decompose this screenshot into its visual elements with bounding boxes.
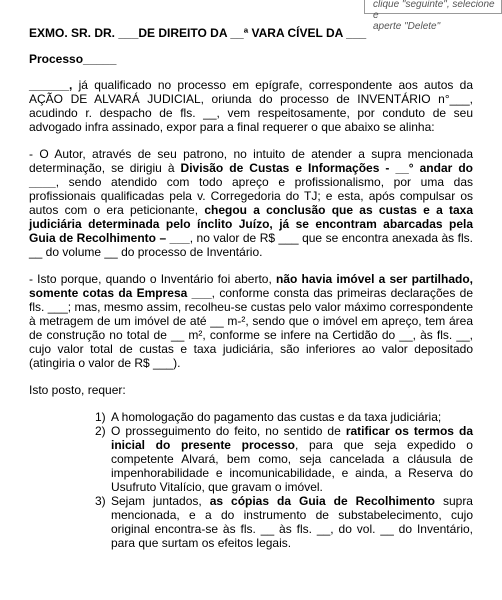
request-list [29, 410, 473, 550]
tooltip-line-2: aperte "Delete" [373, 21, 441, 32]
inventario-text-2: , conforme consta das primeiras declarações de fls. ___; mas, mesmo assim, recolheu-se custas pelo valor máximo correspondente à metragem de um imóvel de até __ m-², sendo que o imóvel em apreço, tem área de construção no total de __ m², conforme se infere na Certidão do __, às fls. __, cujo valor total de custas e taxa judiciária, são inferiores ao valor depositado (atingiria o valor de R$ ___). [29, 286, 473, 370]
intro-text: já qualificado no processo em epígrafe, correspondente aos autos da AÇÃO DE ALVARÁ JUDICIAL, oriunda do processo de INVENTÁRIO n°___, acudindo r. despacho de fls. __, vem respeitosamente, por conduto de seu advogado infra assinado, expor para a final requerer o que abaixo se alinha: [29, 78, 473, 134]
tooltip-hint [364, 0, 502, 32]
document-body [29, 26, 473, 550]
intro-paragraph [29, 78, 473, 134]
custas-text-1: - O Autor, através de seu patrono, no intuito de atender a supra mencionada determinação, se dirigiu à [29, 147, 473, 175]
request-text-1: O prosseguimento do feito, no sentido de [111, 424, 346, 438]
request-item [29, 410, 473, 424]
request-item [29, 494, 473, 550]
inventario-bold-1: não havia imóvel a ser partilhado, somente cotas da Empresa ___ [29, 272, 473, 300]
tooltip-line-1: clique "seguinte", selecione e [373, 0, 495, 21]
inventario-text-1: - Isto porque, quando o Inventário foi aberto, [29, 272, 276, 286]
custas-text-2: , sendo atendido com todo apreço e profissionalismo, por uma das profissionais qualificadas pela v. Corregedoria do TJ; e esta, após compulsar os autos com o era peticionante, [29, 175, 473, 217]
request-number: 2) [95, 424, 106, 438]
request-number: 3) [95, 494, 106, 508]
request-bold: ratificar os termos da inicial do presente processo [111, 424, 473, 452]
custas-bold-2: chegou a conclusão que as custas e a taxa judiciária determinada pelo ínclito Juízo, já se encontram abarcadas pela Guia de Recolhimento – ___ [29, 203, 474, 245]
request-item [29, 424, 473, 494]
document-heading: EXMO. SR. DR. ___DE DIREITO DA __ª VARA CÍVEL DA ___ [29, 26, 367, 40]
request-text-2: , para que seja expedido o competente Alvará, bem como, seja cancelada a cláusula de impenhorabilidade e incomunicabilidade, e ainda, a Reserva do Usufruto Vitalício, que gravam o imóvel. [111, 438, 473, 494]
request-text-2: supra mencionada, e a do instrumento de substabelecimento, cujo original encontra-se às fls. __ às fls. __, do vol. __ do Inventário, para que surtam os efeitos legais. [111, 494, 473, 550]
process-number: Processo_____ [29, 52, 117, 66]
request-intro: Isto posto, requer: [29, 383, 126, 397]
request-text-1: Sejam juntados, [111, 494, 210, 508]
paragraph-inventario [29, 272, 473, 370]
request-text-1: A homologação do pagamento das custas e da taxa judiciária; [111, 410, 442, 424]
request-bold: as cópias da Guia de Recolhimento [209, 494, 435, 508]
custas-text-3: , no valor de R$ ___ que se encontra anexada às fls. __ do volume __ do processo de Inventário. [29, 231, 473, 259]
paragraph-custas [29, 147, 473, 259]
custas-bold-1: Divisão de Custas e Informações - __° andar do ____ [29, 161, 473, 189]
request-number: 1) [95, 410, 106, 424]
intro-blank: ______, [29, 78, 73, 92]
